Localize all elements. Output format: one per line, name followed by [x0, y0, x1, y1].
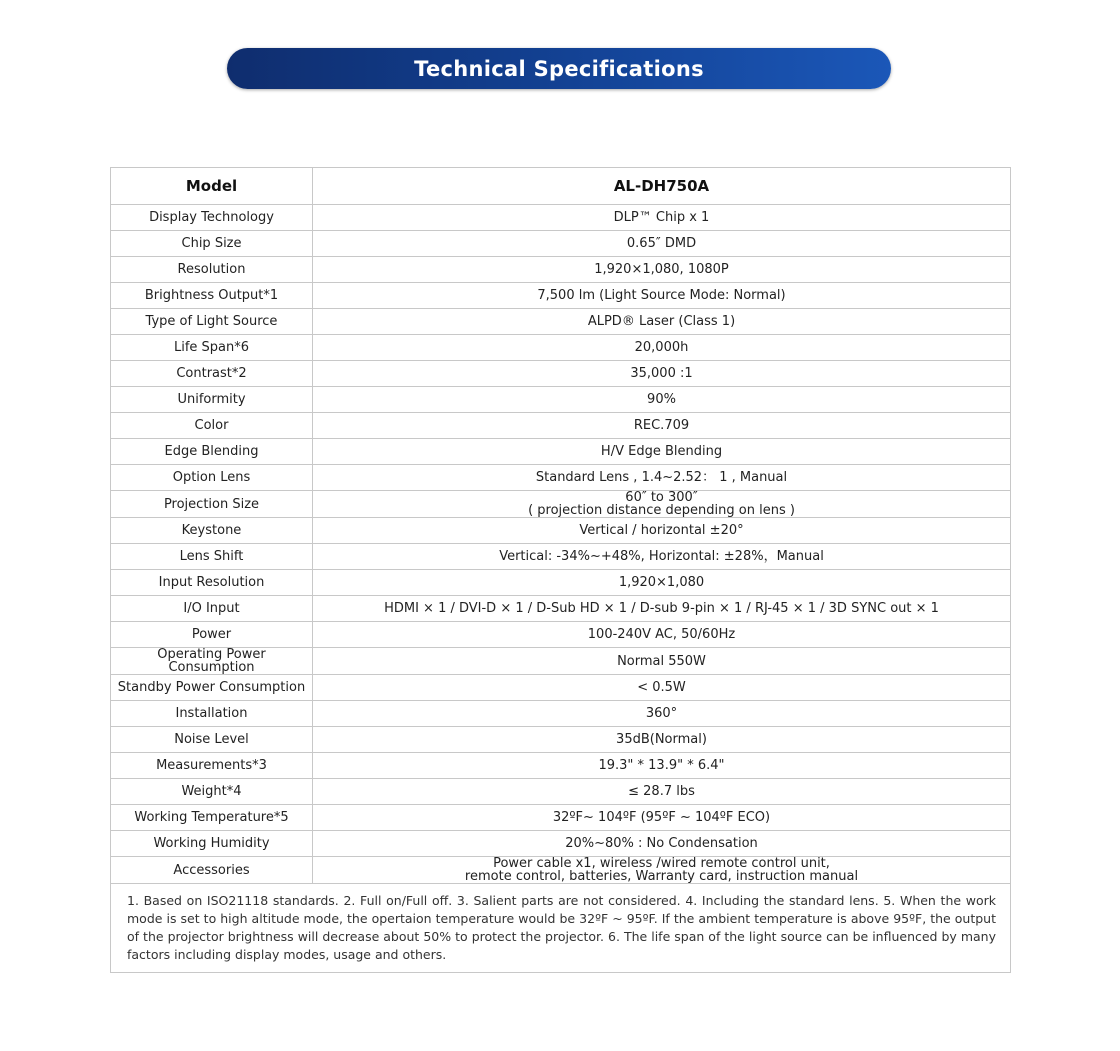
- spec-value: 32ºF~ 104ºF (95ºF ~ 104ºF ECO): [313, 805, 1011, 831]
- spec-label: Color: [111, 413, 313, 439]
- spec-row: [111, 727, 1011, 753]
- spec-row: [111, 544, 1011, 570]
- spec-value-line: 60″ to 300″: [625, 490, 698, 505]
- spec-value: [313, 491, 1011, 518]
- spec-value: H/V Edge Blending: [313, 439, 1011, 465]
- section-title-banner: [227, 48, 891, 89]
- spec-label: Option Lens: [111, 465, 313, 491]
- spec-label: Standby Power Consumption: [111, 675, 313, 701]
- spec-row: [111, 675, 1011, 701]
- spec-value: DLP™ Chip x 1: [313, 205, 1011, 231]
- table-header-row: [111, 168, 1011, 205]
- spec-value: 100-240V AC, 50/60Hz: [313, 622, 1011, 648]
- spec-row: [111, 439, 1011, 465]
- section-title: Technical Specifications: [414, 56, 704, 81]
- spec-row: [111, 205, 1011, 231]
- spec-row: [111, 831, 1011, 857]
- spec-label: Lens Shift: [111, 544, 313, 570]
- spec-value: ALPD® Laser (Class 1): [313, 309, 1011, 335]
- spec-value: 19.3" * 13.9" * 6.4": [313, 753, 1011, 779]
- spec-row: [111, 779, 1011, 805]
- spec-row: [111, 570, 1011, 596]
- spec-value-line: Power cable x1, wireless /wired remote control unit,: [493, 856, 830, 871]
- spec-row: [111, 309, 1011, 335]
- spec-value: Vertical / horizontal ±20°: [313, 518, 1011, 544]
- spec-row: [111, 491, 1011, 518]
- spec-value: 90%: [313, 387, 1011, 413]
- spec-value: 0.65″ DMD: [313, 231, 1011, 257]
- spec-row: [111, 257, 1011, 283]
- spec-value: 360°: [313, 701, 1011, 727]
- footnotes-row: [111, 884, 1011, 973]
- spec-label: Operating Power Consumption: [111, 648, 313, 675]
- spec-row: [111, 596, 1011, 622]
- spec-label: Uniformity: [111, 387, 313, 413]
- spec-label: Measurements*3: [111, 753, 313, 779]
- spec-row: [111, 857, 1011, 884]
- spec-row: [111, 387, 1011, 413]
- spec-row: [111, 518, 1011, 544]
- spec-label: Edge Blending: [111, 439, 313, 465]
- spec-value: Standard Lens , 1.4~2.52： 1 , Manual: [313, 465, 1011, 491]
- spec-row: [111, 805, 1011, 831]
- spec-label: Life Span*6: [111, 335, 313, 361]
- spec-value: Vertical: -34%~+48%, Horizontal: ±28%，Manual: [313, 544, 1011, 570]
- spec-label: Chip Size: [111, 231, 313, 257]
- spec-value: 7,500 lm (Light Source Mode: Normal): [313, 283, 1011, 309]
- spec-label: Resolution: [111, 257, 313, 283]
- spec-label: Working Humidity: [111, 831, 313, 857]
- spec-row: [111, 283, 1011, 309]
- spec-label: Working Temperature*5: [111, 805, 313, 831]
- header-model-value: AL-DH750A: [313, 168, 1011, 205]
- spec-value: 35dB(Normal): [313, 727, 1011, 753]
- spec-row: [111, 335, 1011, 361]
- spec-table: [110, 167, 1011, 973]
- spec-value-line: remote control, batteries, Warranty card, instruction manual: [464, 869, 859, 884]
- spec-row: [111, 231, 1011, 257]
- spec-value: REC.709: [313, 413, 1011, 439]
- spec-label: I/O Input: [111, 596, 313, 622]
- spec-value: [313, 857, 1011, 884]
- spec-row: [111, 701, 1011, 727]
- spec-value-line: ( projection distance depending on lens ): [528, 503, 795, 518]
- spec-row: [111, 361, 1011, 387]
- spec-value: 1,920×1,080, 1080P: [313, 257, 1011, 283]
- spec-value: 35,000 :1: [313, 361, 1011, 387]
- spec-label: Brightness Output*1: [111, 283, 313, 309]
- spec-value: 20,000h: [313, 335, 1011, 361]
- spec-label: Noise Level: [111, 727, 313, 753]
- spec-label: Accessories: [111, 857, 313, 884]
- spec-label: Keystone: [111, 518, 313, 544]
- spec-label: Installation: [111, 701, 313, 727]
- spec-label: Projection Size: [111, 491, 313, 518]
- spec-row: [111, 465, 1011, 491]
- header-model-label: Model: [111, 168, 313, 205]
- spec-row: [111, 413, 1011, 439]
- spec-label: Type of Light Source: [111, 309, 313, 335]
- spec-value: ≤ 28.7 lbs: [313, 779, 1011, 805]
- spec-value: HDMI × 1 / DVI-D × 1 / D-Sub HD × 1 / D-sub 9-pin × 1 / RJ-45 × 1 / 3D SYNC out × 1: [313, 596, 1011, 622]
- spec-value: < 0.5W: [313, 675, 1011, 701]
- spec-row: [111, 648, 1011, 675]
- spec-label: Power: [111, 622, 313, 648]
- spec-value: 1,920×1,080: [313, 570, 1011, 596]
- spec-label: Display Technology: [111, 205, 313, 231]
- spec-row: [111, 622, 1011, 648]
- spec-row: [111, 753, 1011, 779]
- spec-label: Contrast*2: [111, 361, 313, 387]
- spec-value: 20%~80% : No Condensation: [313, 831, 1011, 857]
- spec-label: Weight*4: [111, 779, 313, 805]
- spec-label: Input Resolution: [111, 570, 313, 596]
- spec-value: Normal 550W: [313, 648, 1011, 675]
- footnotes-text: 1. Based on ISO21118 standards. 2. Full on/Full off. 3. Salient parts are not considered. 4. Including the standard lens. 5. When the work mode is set to high altitude mode, the opertaion temperature would be 32ºF ~ 95ºF. If the ambient temperature is above 95ºF, the output of the projector brightness will decrease about 50% to protect the projector. 6. The life span of the light source can be influenced by many factors including display modes, usage and others.: [111, 884, 1011, 973]
